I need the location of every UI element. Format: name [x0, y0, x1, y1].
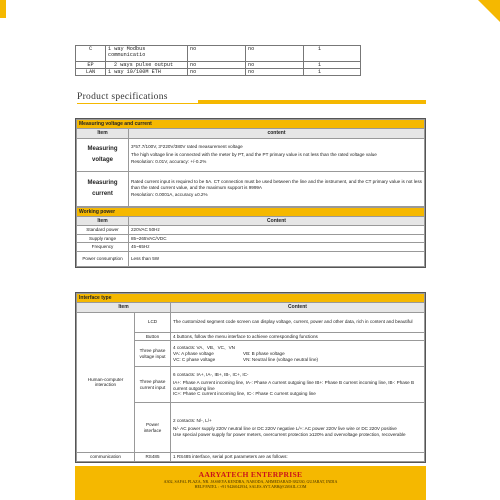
top-left-decor [0, 0, 6, 18]
text-line: Resolution: 0.01V, accuracy: +/-0.2% [131, 159, 207, 165]
table-cell: EP [76, 62, 106, 69]
table-cell: 1 [304, 46, 361, 62]
row-label: Supply range [77, 234, 129, 243]
row-content [129, 138, 425, 171]
row-content: The customized segment code screen can display voltage, current, power and other data, rich in content and beautiful [171, 312, 425, 332]
table-row [76, 46, 361, 62]
row-label: Measuring voltage [77, 138, 129, 171]
table-cell: C [76, 46, 106, 62]
row-label: Button [135, 332, 171, 341]
row-label: communication [77, 453, 135, 462]
column-header: Content [171, 303, 425, 312]
table-cell: no [188, 69, 246, 76]
row-content [171, 341, 425, 367]
column-header: Item [77, 216, 129, 225]
table-cell: no [188, 46, 246, 62]
table-row [76, 69, 361, 76]
text-line: IA+: Phase A current incoming line, IA-: Phase A current outgoing line IB+: Phase B current incoming line, IB-: Phase B current outgoing line [173, 380, 415, 391]
row-label: Three phase current input [135, 367, 171, 403]
table-row [77, 252, 425, 267]
text-line: 4 contacts: VA、VB、VC、VN [173, 345, 235, 351]
footer-banner [75, 466, 426, 500]
column-header: Content [129, 216, 425, 225]
company-contact: HELP PATEL : +91 9426042934, SALES.AYT.ABH@GMAIL.COM [194, 484, 307, 490]
column-header: Item [77, 129, 129, 138]
company-address: A302, SAFAL PLAZA, NR. JASSEYA KENDRA, NARODA, AHMEDABAD-382330, GUJARAT, INDIA [163, 479, 338, 484]
table-row [77, 243, 425, 252]
text-line: VA: A phase voltage [173, 350, 214, 356]
row-label: LCD [135, 312, 171, 332]
table-cell: 1 way Modbus communicatio [106, 46, 188, 62]
text-line: 2 contacts: N/-, L/+ [173, 418, 212, 424]
text-line: Resolution: 0.0001A, accuracy ±0.2% [131, 192, 208, 198]
table-cell: 1 [304, 69, 361, 76]
row-content: 45~65Hz [129, 243, 425, 252]
column-header: content [129, 129, 425, 138]
row-content: 1 RS485 interface, serial port parameters are as follows: [171, 453, 425, 462]
text-line: VC: C phase voltage [173, 356, 216, 362]
text-line: The high voltage line is connected with the meter by PT, and the PT primary value is not less than the rated voltage value [131, 151, 377, 157]
corner-stripe-decor [467, 0, 472, 16]
text-line: VB: B phase voltage [243, 350, 285, 356]
table-row [76, 62, 361, 69]
table-cell: no [246, 62, 304, 69]
text-line: Use special power supply for power meters, overcurrent protection ≥120% and overvoltage protection, recoverable [173, 431, 406, 437]
table-title: Interface type [77, 294, 425, 303]
interface-table [75, 292, 426, 463]
top-right-corner-decor [478, 0, 500, 22]
row-label: RS485 [135, 453, 171, 462]
table-cell: no [246, 46, 304, 62]
table-row [77, 234, 425, 243]
row-content [171, 367, 425, 403]
table-cell: LAN [76, 69, 106, 76]
text-line: N/- AC power supply 220V neutral line or DC 220V negative L/+: AC power 220V live wire or DC 220V positive [173, 425, 397, 431]
measuring-table [75, 118, 426, 268]
row-label: Power consumption [77, 252, 129, 267]
table-cell: 1 [304, 62, 361, 69]
table-title: Working power [77, 207, 425, 216]
row-content [129, 171, 425, 206]
top-feature-table [75, 45, 361, 76]
row-label: Standard power [77, 226, 129, 235]
row-label: Measuring current [77, 171, 129, 206]
text-line: 6 contacts: IA+, IA-, IB+, IB-, IC+, IC- [173, 372, 249, 378]
column-header: Item [77, 303, 171, 312]
company-name: AARYATECH ENTERPRISE [198, 470, 303, 479]
table-cell: 2 ways pulse output [106, 62, 188, 69]
table-row [77, 226, 425, 235]
text-line: Rated current input is required to be 5A. CT connection must be used between the line and the instrument, and the CT primary value is not less than the rated current value, and the maximum support is 9999A [131, 178, 422, 190]
table-cell: no [188, 62, 246, 69]
row-content: Less than 5W [129, 252, 425, 267]
section-underline [77, 103, 198, 104]
group-label: Human-computer interaction [77, 312, 135, 453]
table-cell: 1 way 10/100M ETH [106, 69, 188, 76]
row-content: 85~265VAC/VDC [129, 234, 425, 243]
table-cell: no [246, 69, 304, 76]
table-title: Measuring voltage and current [77, 120, 425, 129]
text-line: VN: Neutral line (voltage neutral line) [243, 356, 319, 362]
section-accent-bar [198, 100, 426, 104]
row-content [171, 403, 425, 453]
row-content: 220VAC 50Hz [129, 226, 425, 235]
row-label: Three phase voltage input [135, 341, 171, 367]
section-title: Product specifications [77, 92, 168, 102]
row-label: Frequency [77, 243, 129, 252]
text-line: 3*57.7/100V, 3*220V/380V rated measurement voltage [131, 143, 243, 149]
row-content: 4 buttons, follow the menu interface to achieve corresponding functions [171, 332, 425, 341]
text-line: IC+: Phase C current incoming line, IC-: Phase C current outgoing line [173, 391, 316, 397]
row-label: Power interface [135, 403, 171, 453]
